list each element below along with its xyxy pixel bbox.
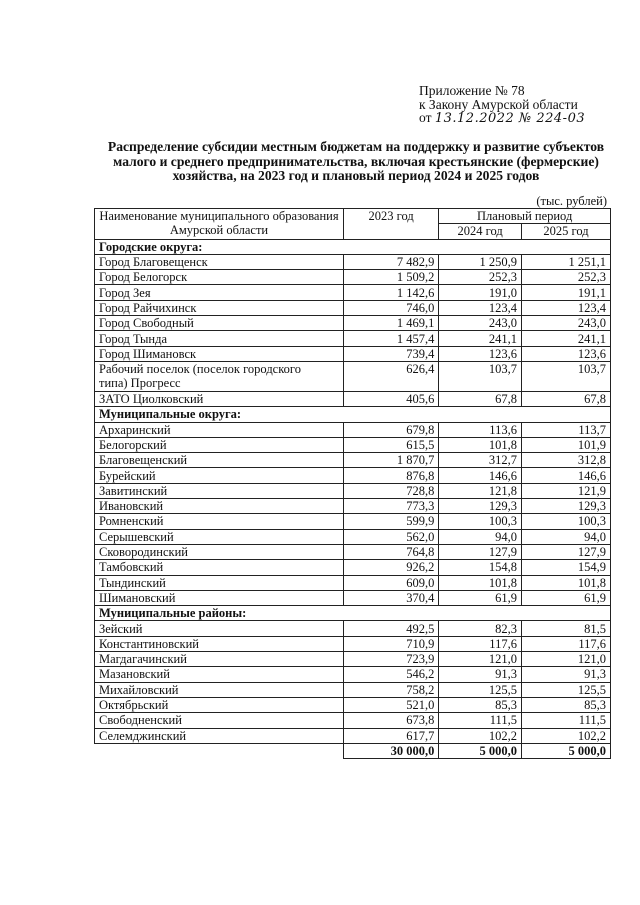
municipality-name: Благовещенский (95, 453, 344, 468)
col-header-2024: 2024 год (439, 224, 522, 239)
table-row (95, 529, 611, 544)
value-2024: 121,8 (439, 483, 522, 498)
municipality-name: Октябрьский (95, 697, 344, 712)
value-2025: 252,3 (521, 270, 610, 285)
municipality-name: Город Райчихинск (95, 300, 344, 315)
table-row (95, 468, 611, 483)
value-2023: 758,2 (343, 682, 438, 697)
value-2023: 739,4 (343, 346, 438, 361)
group-label: Муниципальные округа: (95, 407, 611, 422)
group-row-cities (95, 239, 611, 254)
value-2023: 617,7 (343, 728, 438, 743)
value-2024: 82,3 (439, 621, 522, 636)
table-row (95, 316, 611, 331)
col-header-2023: 2023 год (343, 209, 438, 240)
value-2024: 125,5 (439, 682, 522, 697)
group-row-okrugs (95, 407, 611, 422)
table-row (95, 697, 611, 712)
value-2023: 926,2 (343, 560, 438, 575)
municipality-name-line1: Рабочий поселок (поселок городского (99, 362, 301, 377)
appendix-header (419, 84, 585, 126)
value-2024: 67,8 (439, 391, 522, 406)
table-row (95, 728, 611, 743)
group-row-districts (95, 606, 611, 621)
table-row (95, 590, 611, 605)
municipality-name: Архаринский (95, 422, 344, 437)
municipality-name: Михайловский (95, 682, 344, 697)
municipality-name: Тамбовский (95, 560, 344, 575)
value-2025: 111,5 (521, 713, 610, 728)
value-2023: 609,0 (343, 575, 438, 590)
value-2023: 1 142,6 (343, 285, 438, 300)
value-2023: 773,3 (343, 499, 438, 514)
table-row (95, 300, 611, 315)
value-2025: 67,8 (521, 391, 610, 406)
table-row (95, 652, 611, 667)
value-2025: 103,7 (521, 361, 610, 391)
municipality-name: Город Свободный (95, 316, 344, 331)
subsidy-table (94, 208, 611, 759)
value-2023: 764,8 (343, 544, 438, 559)
municipality-name: Бурейский (95, 468, 344, 483)
value-2023: 673,8 (343, 713, 438, 728)
total-2024: 5 000,0 (439, 743, 522, 758)
value-2023: 562,0 (343, 529, 438, 544)
table-row (95, 713, 611, 728)
value-2024: 241,1 (439, 331, 522, 346)
value-2025: 125,5 (521, 682, 610, 697)
municipality-name: Город Белогорск (95, 270, 344, 285)
value-2023: 1 509,2 (343, 270, 438, 285)
table-row (95, 544, 611, 559)
value-2023: 521,0 (343, 697, 438, 712)
table-row (95, 437, 611, 452)
value-2023: 615,5 (343, 437, 438, 452)
table-row (95, 270, 611, 285)
municipality-name: Город Тында (95, 331, 344, 346)
table-row (95, 331, 611, 346)
total-2025: 5 000,0 (521, 743, 610, 758)
value-2023: 546,2 (343, 667, 438, 682)
value-2023: 7 482,9 (343, 254, 438, 269)
value-2024: 101,8 (439, 437, 522, 452)
municipality-name: Мазановский (95, 667, 344, 682)
total-2023: 30 000,0 (343, 743, 438, 758)
municipality-name: Сковородинский (95, 544, 344, 559)
municipality-name-line2: типа) Прогресс (99, 376, 181, 391)
value-2023: 1 457,4 (343, 331, 438, 346)
value-2024: 129,3 (439, 499, 522, 514)
municipality-name: Серышевский (95, 529, 344, 544)
value-2025: 121,9 (521, 483, 610, 498)
value-2025: 102,2 (521, 728, 610, 743)
value-2025: 127,9 (521, 544, 610, 559)
total-blank-cell (95, 743, 344, 758)
value-2025: 191,1 (521, 285, 610, 300)
table-row (95, 682, 611, 697)
value-2024: 1 250,9 (439, 254, 522, 269)
municipality-name: Шимановский (95, 590, 344, 605)
value-2025: 146,6 (521, 468, 610, 483)
value-2023: 1 469,1 (343, 316, 438, 331)
value-2025: 94,0 (521, 529, 610, 544)
total-row (95, 743, 611, 758)
table-row (95, 621, 611, 636)
value-2023: 599,9 (343, 514, 438, 529)
group-label: Муниципальные районы: (95, 606, 611, 621)
value-2025: 100,3 (521, 514, 610, 529)
value-2023: 723,9 (343, 652, 438, 667)
table-row (95, 667, 611, 682)
table-row (95, 453, 611, 468)
col-header-name: Наименование муниципального образования Амурской области (95, 209, 344, 240)
value-2024: 146,6 (439, 468, 522, 483)
table-row (95, 346, 611, 361)
municipality-name: Белогорский (95, 437, 344, 452)
municipality-name (95, 361, 344, 391)
value-2025: 243,0 (521, 316, 610, 331)
value-2023: 679,8 (343, 422, 438, 437)
table-row (95, 514, 611, 529)
table-row (95, 361, 611, 391)
col-header-plan: Плановый период (439, 209, 611, 224)
value-2023: 876,8 (343, 468, 438, 483)
value-2024: 243,0 (439, 316, 522, 331)
table-row (95, 560, 611, 575)
document-title: Распределение субсидии местным бюджетам на поддержку и развитие субъектов малого и среднего предпринимательства, включая крестьянские (фермерские) хозяйства, на 2023 год и плановый период 2024 и 2025 годов (107, 139, 605, 183)
table-row (95, 254, 611, 269)
value-2025: 85,3 (521, 697, 610, 712)
table-row (95, 422, 611, 437)
value-2023: 710,9 (343, 636, 438, 651)
value-2024: 121,0 (439, 652, 522, 667)
value-2024: 61,9 (439, 590, 522, 605)
value-2025: 113,7 (521, 422, 610, 437)
table-row (95, 575, 611, 590)
from-prefix: от (419, 110, 432, 125)
value-2024: 117,6 (439, 636, 522, 651)
municipality-name: Константиновский (95, 636, 344, 651)
value-2025: 123,4 (521, 300, 610, 315)
municipality-name: Город Зея (95, 285, 344, 300)
value-2024: 123,6 (439, 346, 522, 361)
value-2024: 191,0 (439, 285, 522, 300)
units-label: (тыс. рублей) (536, 194, 607, 208)
municipality-name: Город Благовещенск (95, 254, 344, 269)
table-row (95, 391, 611, 406)
municipality-name: Магдагачинский (95, 652, 344, 667)
value-2023: 626,4 (343, 361, 438, 391)
value-2025: 91,3 (521, 667, 610, 682)
value-2025: 1 251,1 (521, 254, 610, 269)
value-2023: 1 870,7 (343, 453, 438, 468)
value-2023: 746,0 (343, 300, 438, 315)
value-2023: 492,5 (343, 621, 438, 636)
value-2025: 154,9 (521, 560, 610, 575)
municipality-name: ЗАТО Циолковский (95, 391, 344, 406)
value-2024: 101,8 (439, 575, 522, 590)
value-2025: 61,9 (521, 590, 610, 605)
table-row (95, 636, 611, 651)
law-date-line (419, 111, 585, 126)
municipality-name: Ромненский (95, 514, 344, 529)
value-2025: 101,9 (521, 437, 610, 452)
value-2025: 117,6 (521, 636, 610, 651)
municipality-name: Завитинский (95, 483, 344, 498)
value-2024: 127,9 (439, 544, 522, 559)
table-row (95, 499, 611, 514)
table-header-row (95, 209, 611, 224)
value-2024: 100,3 (439, 514, 522, 529)
value-2024: 154,8 (439, 560, 522, 575)
table-row (95, 285, 611, 300)
value-2024: 94,0 (439, 529, 522, 544)
value-2025: 121,0 (521, 652, 610, 667)
value-2025: 241,1 (521, 331, 610, 346)
municipality-name: Свободненский (95, 713, 344, 728)
law-reference: к Закону Амурской области (419, 96, 578, 112)
municipality-name: Зейский (95, 621, 344, 636)
value-2023: 370,4 (343, 590, 438, 605)
value-2024: 312,7 (439, 453, 522, 468)
value-2024: 113,6 (439, 422, 522, 437)
municipality-name: Селемджинский (95, 728, 344, 743)
table-row (95, 483, 611, 498)
value-2025: 101,8 (521, 575, 610, 590)
appendix-number: Приложение № 78 (419, 83, 525, 98)
value-2023: 405,6 (343, 391, 438, 406)
table-body (95, 239, 611, 759)
municipality-name: Ивановский (95, 499, 344, 514)
value-2024: 91,3 (439, 667, 522, 682)
value-2024: 85,3 (439, 697, 522, 712)
value-2023: 728,8 (343, 483, 438, 498)
value-2024: 123,4 (439, 300, 522, 315)
value-2025: 312,8 (521, 453, 610, 468)
value-2025: 129,3 (521, 499, 610, 514)
value-2024: 111,5 (439, 713, 522, 728)
value-2025: 123,6 (521, 346, 610, 361)
municipality-name: Город Шимановск (95, 346, 344, 361)
value-2024: 252,3 (439, 270, 522, 285)
group-label: Городские округа: (95, 239, 611, 254)
col-header-2025: 2025 год (521, 224, 610, 239)
value-2024: 102,2 (439, 728, 522, 743)
value-2025: 81,5 (521, 621, 610, 636)
municipality-name: Тындинский (95, 575, 344, 590)
handwritten-date: 13.12.2022 № 224-03 (434, 111, 586, 126)
value-2024: 103,7 (439, 361, 522, 391)
